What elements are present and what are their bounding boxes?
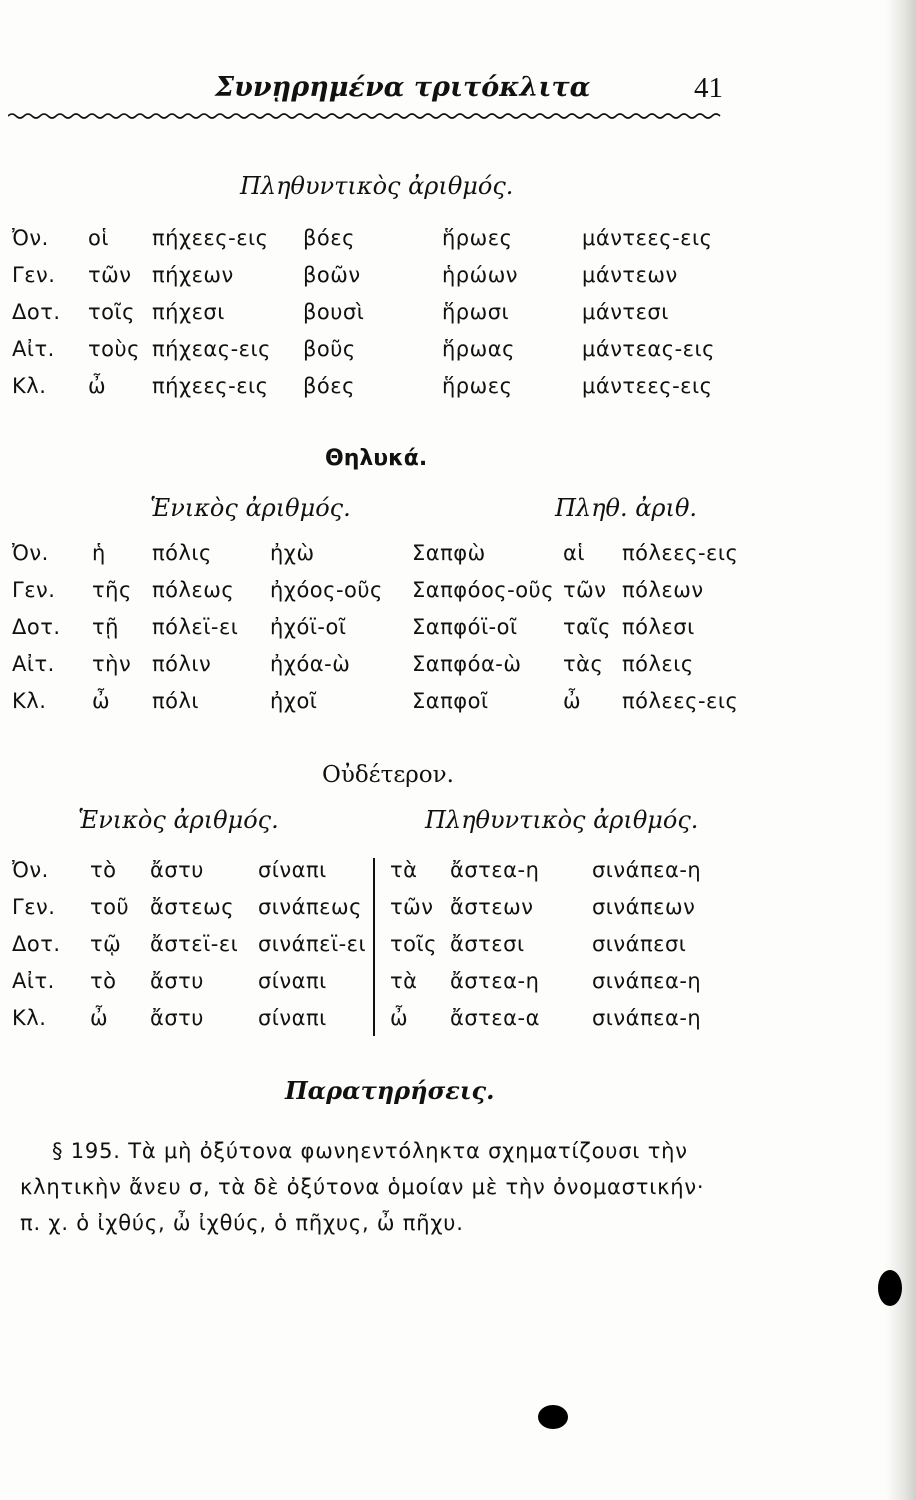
plural-form-cell: σινάπεσι bbox=[592, 932, 687, 956]
form-cell: Σαπφοῖ bbox=[412, 689, 489, 713]
plural-form-cell: πόλεων bbox=[622, 578, 704, 602]
table-row bbox=[0, 652, 900, 688]
plural-form-cell: σινάπεα-η bbox=[592, 969, 702, 993]
form-cell: πόλιν bbox=[152, 652, 212, 676]
form-cell: ἠχόϊ-οῖ bbox=[270, 615, 347, 639]
form-cell: ἠχοῖ bbox=[270, 689, 318, 713]
plural-article-cell: τῶν bbox=[563, 578, 607, 602]
feminine-heading: Θηλυκά. bbox=[325, 446, 428, 471]
form-cell: Σαπφόϊ-οῖ bbox=[412, 615, 518, 639]
plural-form-cell: πόλεις bbox=[622, 652, 694, 676]
form-cell: ἥρωες bbox=[442, 226, 513, 250]
table-row bbox=[0, 541, 900, 577]
article-cell: τὸ bbox=[90, 969, 117, 993]
article-cell: τὴν bbox=[92, 652, 132, 676]
table-row bbox=[0, 895, 900, 931]
plural-form-cell: σινάπεα-η bbox=[592, 1006, 702, 1030]
plural-article-cell: ταῖς bbox=[563, 615, 611, 639]
form-cell: μάντεσι bbox=[582, 300, 669, 324]
table-row bbox=[0, 1006, 900, 1042]
case-label: Ὀν. bbox=[12, 226, 49, 250]
form-cell: πήχεες-εις bbox=[152, 226, 269, 250]
form-cell: πόλι bbox=[152, 689, 200, 713]
plural-form-cell: πόλεες-εις bbox=[622, 541, 739, 565]
table-row bbox=[0, 374, 900, 410]
plural-article-cell: ὦ bbox=[563, 689, 582, 713]
table-row bbox=[0, 969, 900, 1005]
form-cell: μάντεας-εις bbox=[582, 337, 715, 361]
form-cell: σίναπι bbox=[258, 1006, 327, 1030]
neuter-plural-heading: Πληθυντικὸς ἀριθμός. bbox=[425, 806, 699, 834]
form-cell: βοῶν bbox=[303, 263, 361, 287]
neuter-singular-heading: Ἑνικὸς ἀριθμός. bbox=[78, 806, 279, 834]
plural-article-cell: ὦ bbox=[390, 1006, 409, 1030]
form-cell: μάντεων bbox=[582, 263, 678, 287]
table-row bbox=[0, 226, 900, 262]
form-cell: σίναπι bbox=[258, 858, 327, 882]
plural-article-cell: τὰς bbox=[563, 652, 604, 676]
remarks-line: π. χ. ὁ ἰχθύς, ὦ ἰχθύς, ὁ πῆχυς, ὦ πῆχυ. bbox=[20, 1211, 464, 1235]
plural-form-cell: σινάπεων bbox=[592, 895, 696, 919]
form-cell: πόλεως bbox=[152, 578, 235, 602]
article-cell: τοῦ bbox=[90, 895, 130, 919]
plural-form-cell: ἄστεσι bbox=[450, 932, 525, 956]
form-cell: πήχεσι bbox=[152, 300, 225, 324]
remarks-line: κλητικὴν ἄνευ σ, τὰ δὲ ὀξύτονα ὁμοίαν μὲ τὴν ὀνομαστικήν· bbox=[20, 1175, 705, 1199]
article-cell: ἡ bbox=[92, 541, 106, 565]
article-cell: τῇ bbox=[92, 615, 119, 639]
form-cell: σινάπεϊ-ει bbox=[258, 932, 367, 956]
form-cell: ἄστεϊ-ει bbox=[150, 932, 239, 956]
form-cell: πήχεες-εις bbox=[152, 374, 269, 398]
case-label: Αἰτ. bbox=[12, 337, 55, 361]
plural-form-cell: ἄστεων bbox=[450, 895, 534, 919]
case-label: Ὀν. bbox=[12, 858, 49, 882]
case-label: Κλ. bbox=[12, 374, 47, 398]
table-row bbox=[0, 578, 900, 614]
case-label: Γεν. bbox=[12, 263, 56, 287]
plural-article-cell: αἱ bbox=[563, 541, 585, 565]
form-cell: βουσὶ bbox=[303, 300, 365, 324]
article-cell: τοὺς bbox=[88, 337, 140, 361]
form-cell: ἄστεως bbox=[150, 895, 235, 919]
form-cell: ἠχὼ bbox=[270, 541, 315, 565]
plural-article-cell: τῶν bbox=[390, 895, 434, 919]
form-cell: σινάπεως bbox=[258, 895, 362, 919]
table-row bbox=[0, 263, 900, 299]
article-cell: τῷ bbox=[90, 932, 122, 956]
form-cell: ἥρωες bbox=[442, 374, 513, 398]
remarks-line: § 195. Τὰ μὴ ὀξύτονα φωνηεντόληκτα σχηματίζουσι τὴν bbox=[52, 1139, 688, 1163]
article-cell: ὦ bbox=[88, 374, 107, 398]
form-cell: ἥρωσι bbox=[442, 300, 510, 324]
article-cell: τὸ bbox=[90, 858, 117, 882]
form-cell: μάντεες-εις bbox=[582, 226, 713, 250]
form-cell: ἄστυ bbox=[150, 969, 204, 993]
case-label: Αἰτ. bbox=[12, 969, 55, 993]
remarks-paragraph bbox=[20, 1133, 750, 1241]
form-cell: ἥρωας bbox=[442, 337, 515, 361]
case-label: Αἰτ. bbox=[12, 652, 55, 676]
case-label: Γεν. bbox=[12, 578, 56, 602]
form-cell: Σαπφόος-οῦς bbox=[412, 578, 555, 602]
article-cell: ὦ bbox=[92, 689, 111, 713]
neuter-heading: Οὐδέτερον. bbox=[322, 762, 454, 788]
form-cell: βοῦς bbox=[303, 337, 356, 361]
plural-article-cell: τὰ bbox=[390, 969, 418, 993]
plural-form-cell: ἄστεα-η bbox=[450, 969, 540, 993]
article-cell: οἱ bbox=[88, 226, 109, 250]
form-cell: σίναπι bbox=[258, 969, 327, 993]
form-cell: ἠχόα-ὼ bbox=[270, 652, 351, 676]
form-cell: πόλις bbox=[152, 541, 212, 565]
table-row bbox=[0, 337, 900, 373]
article-cell: τοῖς bbox=[88, 300, 135, 324]
plural-article-cell: τὰ bbox=[390, 858, 418, 882]
form-cell: βόες bbox=[303, 374, 355, 398]
form-cell: Σαπφὼ bbox=[412, 541, 486, 565]
table-row bbox=[0, 932, 900, 968]
feminine-singular-heading: Ἑνικὸς ἀριθμός. bbox=[150, 494, 351, 522]
form-cell: πόλεϊ-ει bbox=[152, 615, 239, 639]
table-row bbox=[0, 615, 900, 651]
plural-form-cell: ἄστεα-α bbox=[450, 1006, 540, 1030]
form-cell: Σαπφόα-ὼ bbox=[412, 652, 522, 676]
ink-blot bbox=[538, 1405, 568, 1429]
form-cell: πήχεων bbox=[152, 263, 234, 287]
case-label: Δοτ. bbox=[12, 932, 61, 956]
wavy-rule bbox=[8, 111, 728, 121]
remarks-title: Παρατηρήσεις. bbox=[285, 1076, 495, 1105]
case-label: Κλ. bbox=[12, 689, 47, 713]
form-cell: πήχεας-εις bbox=[152, 337, 271, 361]
article-cell: τῆς bbox=[92, 578, 132, 602]
form-cell: ἄστυ bbox=[150, 858, 204, 882]
form-cell: ἠχόος-οῦς bbox=[270, 578, 383, 602]
plural-form-cell: πόλεες-εις bbox=[622, 689, 739, 713]
table-row bbox=[0, 689, 900, 725]
form-cell: μάντεες-εις bbox=[582, 374, 713, 398]
case-label: Ὀν. bbox=[12, 541, 49, 565]
case-label: Κλ. bbox=[12, 1006, 47, 1030]
ink-blot bbox=[878, 1270, 902, 1306]
running-head-title: Συνῃρημένα τριτόκλιτα bbox=[215, 72, 591, 103]
page-number: 41 bbox=[694, 72, 723, 104]
table-row bbox=[0, 300, 900, 336]
feminine-plural-heading: Πληθ. ἀριθ. bbox=[555, 494, 698, 522]
article-cell: ὦ bbox=[90, 1006, 109, 1030]
table-row bbox=[0, 858, 900, 894]
form-cell: ἡρώων bbox=[442, 263, 519, 287]
plural-form-cell: σινάπεα-η bbox=[592, 858, 702, 882]
plural-article-cell: τοῖς bbox=[390, 932, 437, 956]
article-cell: τῶν bbox=[88, 263, 132, 287]
form-cell: ἄστυ bbox=[150, 1006, 204, 1030]
plural-form-cell: πόλεσι bbox=[622, 615, 695, 639]
plural-number-heading: Πληθυντικὸς ἀριθμός. bbox=[240, 172, 514, 200]
case-label: Δοτ. bbox=[12, 615, 61, 639]
case-label: Δοτ. bbox=[12, 300, 61, 324]
plural-form-cell: ἄστεα-η bbox=[450, 858, 540, 882]
case-label: Γεν. bbox=[12, 895, 56, 919]
form-cell: βόες bbox=[303, 226, 355, 250]
